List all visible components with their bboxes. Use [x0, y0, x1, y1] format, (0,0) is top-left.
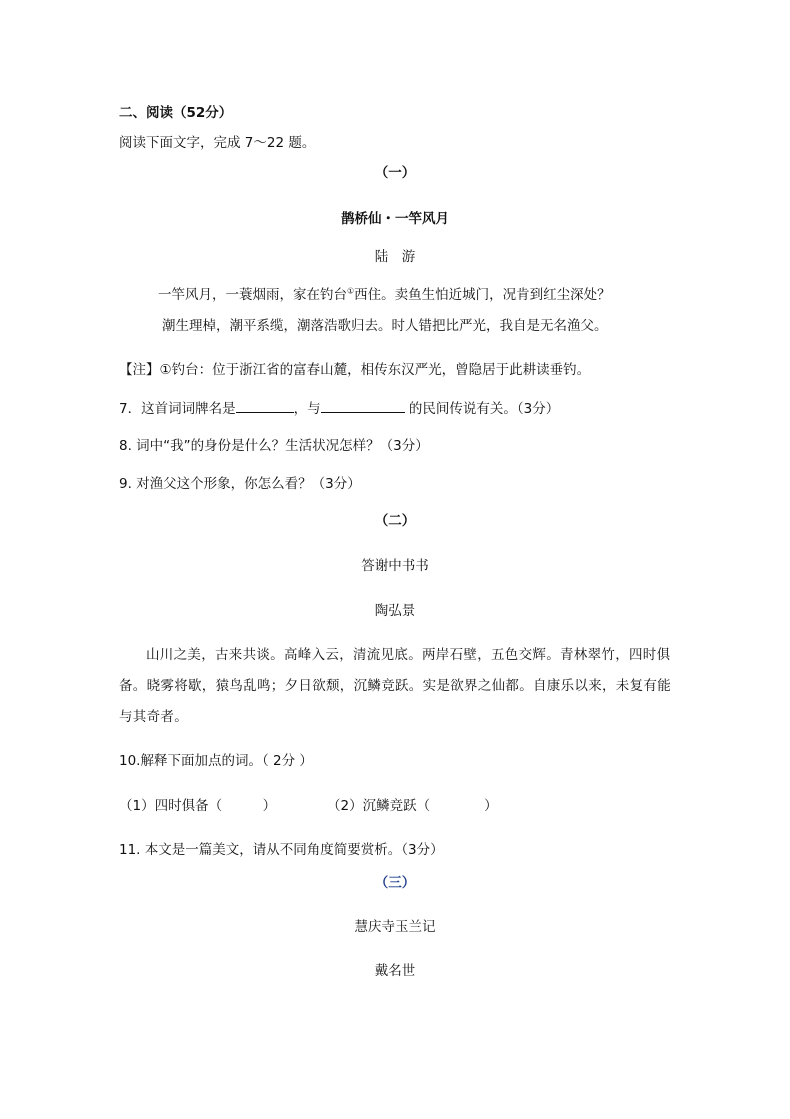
question-7	[119, 398, 559, 419]
question-10: 10.解释下面加点的词。（ 2分 ）	[119, 753, 313, 769]
poem-line-1	[158, 285, 611, 305]
part3-title: 慧庆寺玉兰记	[354, 919, 436, 935]
q7-blank-2[interactable]	[321, 398, 405, 413]
part2-title: 答谢中书书	[361, 558, 429, 574]
q7-blank-1[interactable]	[236, 398, 294, 413]
question-9: 9. 对渔父这个形象，你怎么看？（3分）	[119, 476, 361, 492]
q7-text-a: 7．这首词词牌名是	[119, 401, 236, 417]
part3-author: 戴名世	[374, 963, 416, 979]
question-8: 8. 词中“我”的身份是什么？生活状况怎样？（3分）	[119, 438, 429, 454]
part2-author: 陶弘景	[374, 603, 416, 619]
part2-paragraph: 山川之美，古来共谈。高峰入云，清流见底。两岸石壁，五色交辉。青林翠竹，四时俱备。晓雾将歇，猿鸟乱鸣；夕日欲颓，沉鳞竞跃。实是欲界之仙都。自康乐以来，未复有能与其奇者。	[119, 647, 671, 725]
poem-line-2: 潮生理棹，潮平系缆，潮落浩歌归去。时人错把比严光，我自是无名渔父。	[162, 318, 608, 334]
poem-line-1-before: 一竿风月，一蓑烟雨，家在钓台	[158, 287, 347, 303]
footnote-marker: ①	[347, 286, 355, 296]
q10-item-1: （1）四时俱备（ ）	[119, 798, 277, 814]
footnote: 【注】①钓台：位于浙江省的富春山麓，相传东汉严光，曾隐居于此耕读垂钓。	[119, 362, 591, 378]
q7-text-c: 的民间传说有关。（3分）	[404, 401, 560, 417]
question-11: 11. 本文是一篇美文，请从不同角度简要赏析。（3分）	[119, 842, 444, 858]
poem-line-1-after: 西住。卖鱼生怕近城门，况肯到红尘深处？	[354, 287, 611, 303]
instruction-text: 阅读下面文字，完成 7～22 题。	[119, 135, 316, 151]
part1-marker: （一）	[374, 165, 416, 181]
part1-title: 鹊桥仙・一竿风月	[341, 211, 449, 227]
part3-marker: （三）	[374, 875, 416, 891]
part1-author: 陆 游	[374, 249, 416, 265]
q7-text-b: ，与	[293, 401, 321, 417]
part2-marker: （二）	[374, 513, 416, 529]
section-heading: 二、阅读（52分）	[119, 105, 233, 121]
q10-item-2: （2）沉鳞竞跃（ ）	[327, 798, 498, 814]
